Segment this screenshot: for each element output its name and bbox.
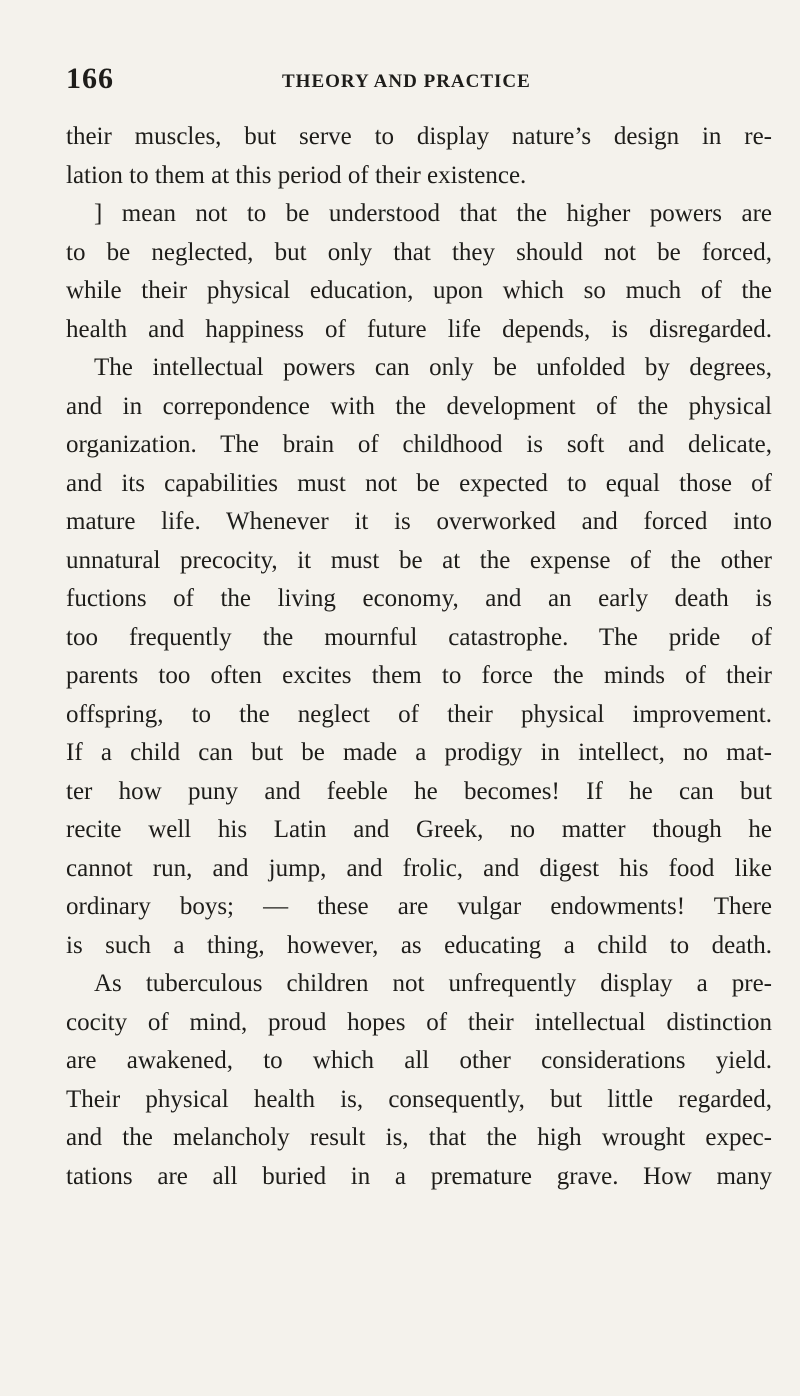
text-line: cocity of mind, proud hopes of their intellectual distinction (66, 1008, 772, 1036)
text-line: ] mean not to be understood that the higher powers are (94, 200, 772, 227)
text-line: tations are all buried in a premature grave. How many (66, 1162, 772, 1190)
text-line: ordinary boys; — these are vulgar endowments! There (66, 893, 772, 920)
text-line: recite well his Latin and Greek, no matter though he (66, 816, 772, 843)
text-line: is such a thing, however, as educating a child to death. (66, 931, 772, 959)
running-head: THEORY AND PRACTICE (282, 71, 531, 92)
text-line: As tuberculous children not unfrequently display a pre- (94, 970, 772, 997)
text-line: If a child can but be made a prodigy in intellect, no mat- (66, 739, 772, 766)
body-text (66, 118, 772, 1196)
text-line: lation to them at this period of their existence. (66, 161, 527, 189)
text-line: are awakened, to which all other considerations yield. (66, 1047, 772, 1074)
text-line: unnatural precocity, it must be at the expense of the other (66, 546, 772, 574)
text-line: and its capabilities must not be expected to equal those of (66, 469, 772, 497)
text-line: cannot run, and jump, and frolic, and digest his food like (66, 854, 772, 882)
text-line: mature life. Whenever it is overworked and forced into (66, 508, 772, 535)
text-line: Their physical health is, consequently, but little regarded, (66, 1085, 772, 1113)
text-line: their muscles, but serve to display nature’s design in re- (66, 123, 772, 150)
text-line: ter how puny and feeble he becomes! If he can but (66, 777, 772, 805)
text-line: to be neglected, but only that they should not be forced, (66, 238, 772, 266)
text-line: and in correpondence with the development of the physical (66, 392, 772, 420)
text-line: fuctions of the living economy, and an early death is (66, 585, 772, 612)
text-line: too frequently the mournful catastrophe. The pride of (66, 623, 772, 651)
text-line: health and happiness of future life depends, is disregarded. (66, 315, 772, 343)
text-line: parents too often excites them to force the minds of their (66, 662, 772, 689)
page-header (66, 62, 766, 102)
text-line: The intellectual powers can only be unfolded by degrees, (94, 354, 772, 381)
text-line: while their physical education, upon which so much of the (66, 277, 772, 304)
text-line: organization. The brain of childhood is soft and delicate, (66, 431, 772, 458)
page-number: 166 (66, 62, 114, 95)
text-line: and the melancholy result is, that the high wrought expec- (66, 1124, 772, 1151)
text-line: offspring, to the neglect of their physical improvement. (66, 700, 772, 728)
